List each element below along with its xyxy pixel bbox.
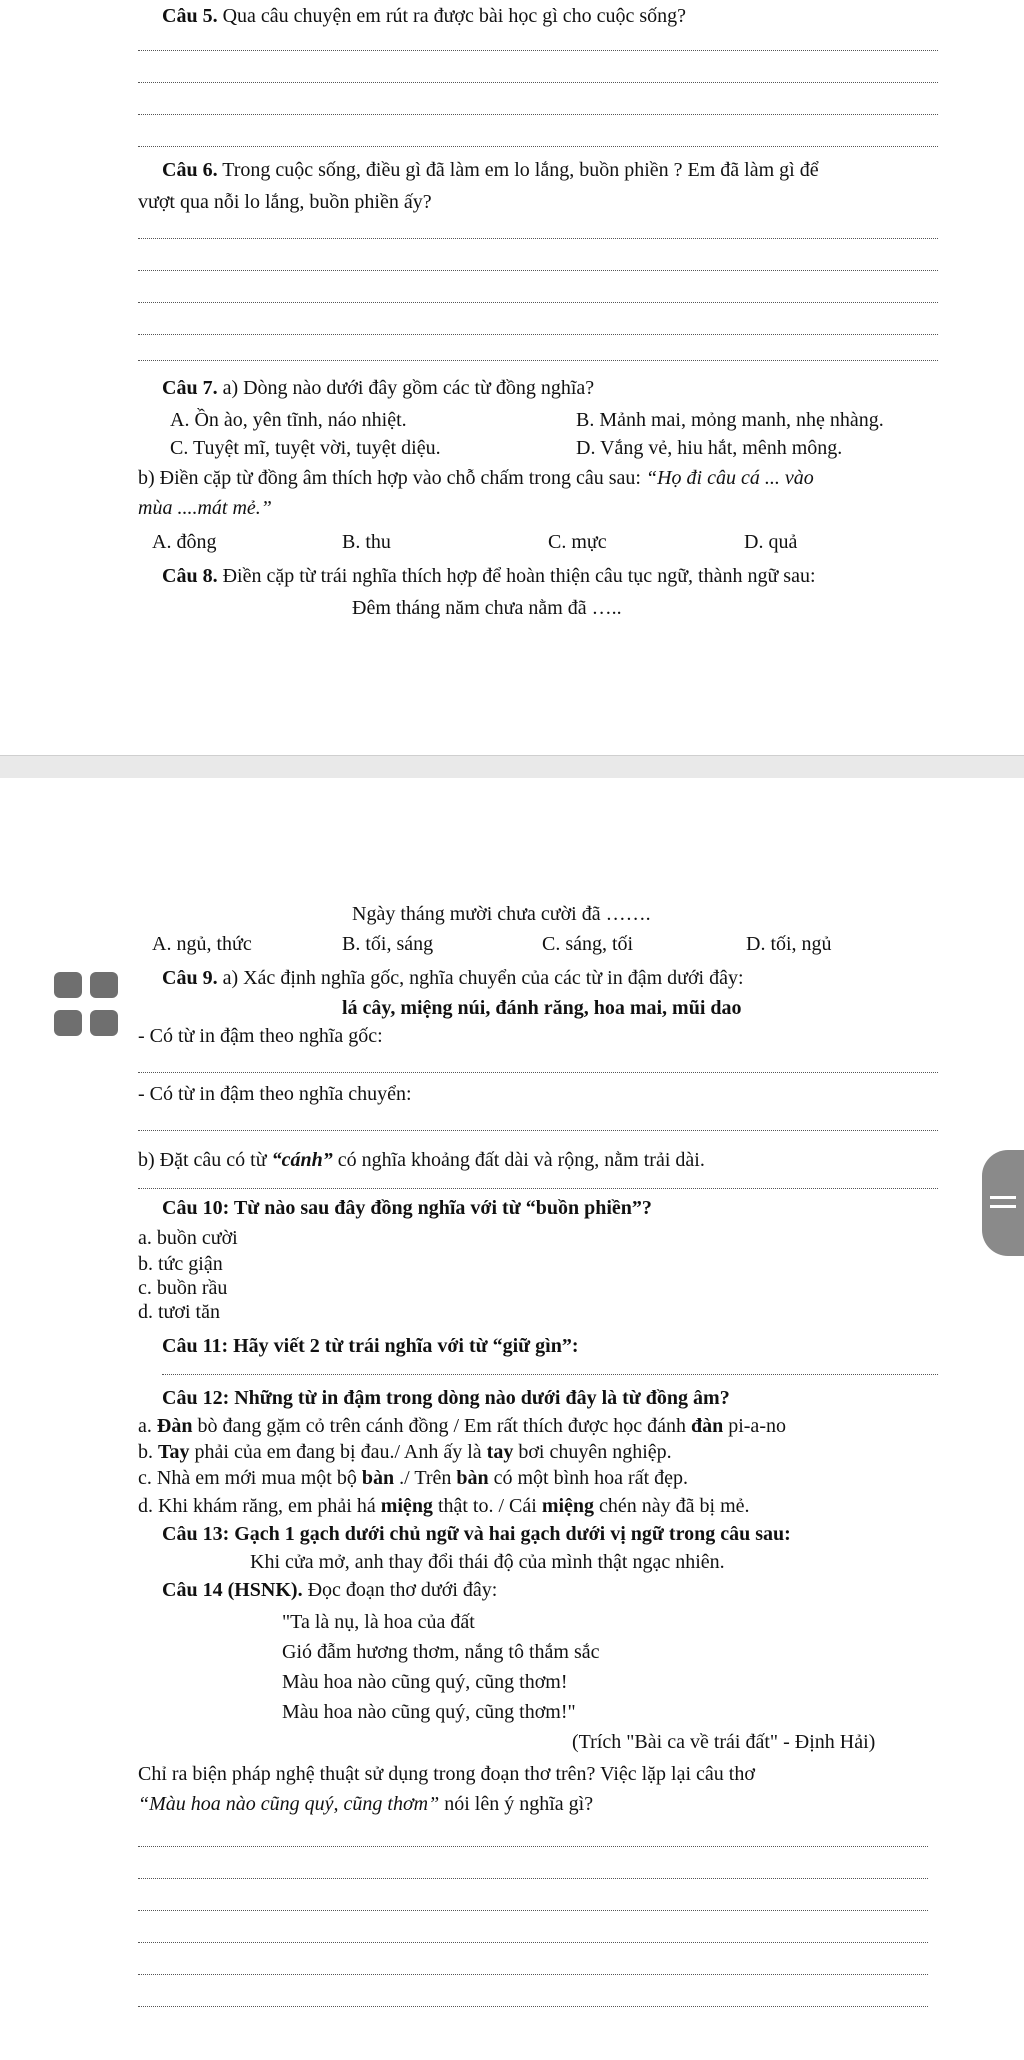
q12-option-c: c. Nhà em mới mua một bộ bàn ./ Trên bàn có một bình hoa rất đẹp. <box>138 1467 689 1489</box>
answer-line <box>138 146 938 147</box>
answer-line <box>138 1942 928 1943</box>
q8-option-c: C. sáng, tối <box>542 933 634 955</box>
question-6-cont: vượt qua nỗi lo lắng, buồn phiền ấy? <box>138 191 432 213</box>
proverb-line-1: Đêm tháng năm chưa nằm đã ….. <box>352 597 622 619</box>
q7b-option-b: B. thu <box>342 531 391 553</box>
q7-option-c: C. Tuyệt mĩ, tuyệt vời, tuyệt diệu. <box>170 437 441 459</box>
q9-chuyen: - Có từ in đậm theo nghĩa chuyển: <box>138 1083 412 1105</box>
answer-line <box>138 50 938 51</box>
q8-option-b: B. tối, sáng <box>342 933 434 955</box>
q7b-option-a: A. đông <box>152 531 217 553</box>
q8-option-a: A. ngủ, thức <box>152 933 252 955</box>
q7-option-a: A. Ồn ào, yên tĩnh, náo nhiệt. <box>170 409 407 431</box>
answer-line <box>138 2006 928 2007</box>
q9-b: b) Đặt câu có từ “cánh” có nghĩa khoảng đất dài và rộng, nằm trải dài. <box>138 1149 705 1171</box>
question-11: Câu 11: Hãy viết 2 từ trái nghĩa với từ “giữ gìn”: <box>162 1335 579 1357</box>
q10-option-d: d. tươi tăn <box>138 1301 220 1323</box>
q7-option-b: B. Mảnh mai, mỏng manh, nhẹ nhàng. <box>576 409 884 431</box>
q14-ask: Chỉ ra biện pháp nghệ thuật sử dụng trong đoạn thơ trên? Việc lặp lại câu thơ <box>138 1763 755 1785</box>
answer-line <box>138 82 938 83</box>
question-7: Câu 7. a) Dòng nào dưới đây gồm các từ đồng nghĩa? <box>162 377 595 399</box>
answer-line <box>138 1188 938 1189</box>
question-7b-cont: mùa ....mát mẻ.” <box>138 497 272 519</box>
q7-option-d: D. Vắng vẻ, hiu hắt, mênh mông. <box>576 437 843 459</box>
question-10: Câu 10: Từ nào sau đây đồng nghĩa với từ “buồn phiền”? <box>162 1197 652 1219</box>
answer-line <box>138 360 938 361</box>
page-separator <box>0 755 1024 779</box>
q12-option-d: d. Khi khám răng, em phải há miệng thật to. / Cái miệng chén này đã bị mẻ. <box>138 1495 750 1517</box>
answer-line <box>138 1846 928 1847</box>
answer-line <box>138 1072 938 1073</box>
answer-line <box>138 1878 928 1879</box>
side-menu-handle[interactable] <box>982 1150 1024 1256</box>
answer-line <box>138 238 938 239</box>
answer-line <box>138 1910 928 1911</box>
poem-line-1: "Ta là nụ, là hoa của đất <box>282 1611 475 1633</box>
question-6: Câu 6. Trong cuộc sống, điều gì đã làm em lo lắng, buồn phiền ? Em đã làm gì để <box>162 159 819 181</box>
question-9: Câu 9. a) Xác định nghĩa gốc, nghĩa chuyển của các từ in đậm dưới đây: <box>162 967 744 989</box>
question-14: Câu 14 (HSNK). Đọc đoạn thơ dưới đây: <box>162 1579 498 1601</box>
q10-option-a: a. buồn cười <box>138 1227 238 1249</box>
q8-option-d: D. tối, ngủ <box>746 933 832 955</box>
question-7b: b) Điền cặp từ đồng âm thích hợp vào chỗ chấm trong câu sau: “Họ đi câu cá ... vào <box>138 467 814 489</box>
poem-line-4: Màu hoa nào cũng quý, cũng thơm!" <box>282 1701 576 1723</box>
question-12: Câu 12: Những từ in đậm trong dòng nào dưới đây là từ đồng âm? <box>162 1387 730 1409</box>
answer-line <box>162 1374 938 1375</box>
q12-option-b: b. Tay phải của em đang bị đau./ Anh ấy là tay bơi chuyên nghiệp. <box>138 1441 672 1463</box>
q7b-option-d: D. quả <box>744 531 798 553</box>
poem-source: (Trích "Bài ca về trái đất" - Định Hải) <box>572 1731 876 1753</box>
q10-option-b: b. tức giận <box>138 1253 223 1275</box>
q13-sentence: Khi cửa mở, anh thay đổi thái độ của mình thật ngạc nhiên. <box>250 1551 725 1573</box>
answer-line <box>138 334 938 335</box>
poem-line-2: Gió đẫm hương thơm, nắng tô thắm sắc <box>282 1641 600 1663</box>
q12-option-a: a. Đàn bò đang gặm cỏ trên cánh đồng / Em rất thích được học đánh đàn pi-a-no <box>138 1415 786 1437</box>
answer-line <box>138 1974 928 1975</box>
answer-line <box>138 114 938 115</box>
q14-ask-cont: “Màu hoa nào cũng quý, cũng thơm” nói lên ý nghĩa gì? <box>138 1793 594 1815</box>
grid-view-icon[interactable] <box>54 972 118 1036</box>
q9-goc: - Có từ in đậm theo nghĩa gốc: <box>138 1025 383 1047</box>
page-1 <box>0 0 1024 755</box>
poem-line-3: Màu hoa nào cũng quý, cũng thơm! <box>282 1671 568 1693</box>
q7b-option-c: C. mực <box>548 531 607 553</box>
answer-line <box>138 270 938 271</box>
q10-option-c: c. buồn rầu <box>138 1277 228 1299</box>
q9-bold-words: lá cây, miệng núi, đánh răng, hoa mai, mũi dao <box>342 997 742 1019</box>
answer-line <box>138 302 938 303</box>
question-8: Câu 8. Điền cặp từ trái nghĩa thích hợp để hoàn thiện câu tục ngữ, thành ngữ sau: <box>162 565 816 587</box>
question-5: Câu 5. Qua câu chuyện em rút ra được bài học gì cho cuộc sống? <box>162 5 687 27</box>
question-13: Câu 13: Gạch 1 gạch dưới chủ ngữ và hai gạch dưới vị ngữ trong câu sau: <box>162 1523 791 1545</box>
answer-line <box>138 1130 938 1131</box>
proverb-line-2: Ngày tháng mười chưa cười đã ……. <box>352 903 651 925</box>
